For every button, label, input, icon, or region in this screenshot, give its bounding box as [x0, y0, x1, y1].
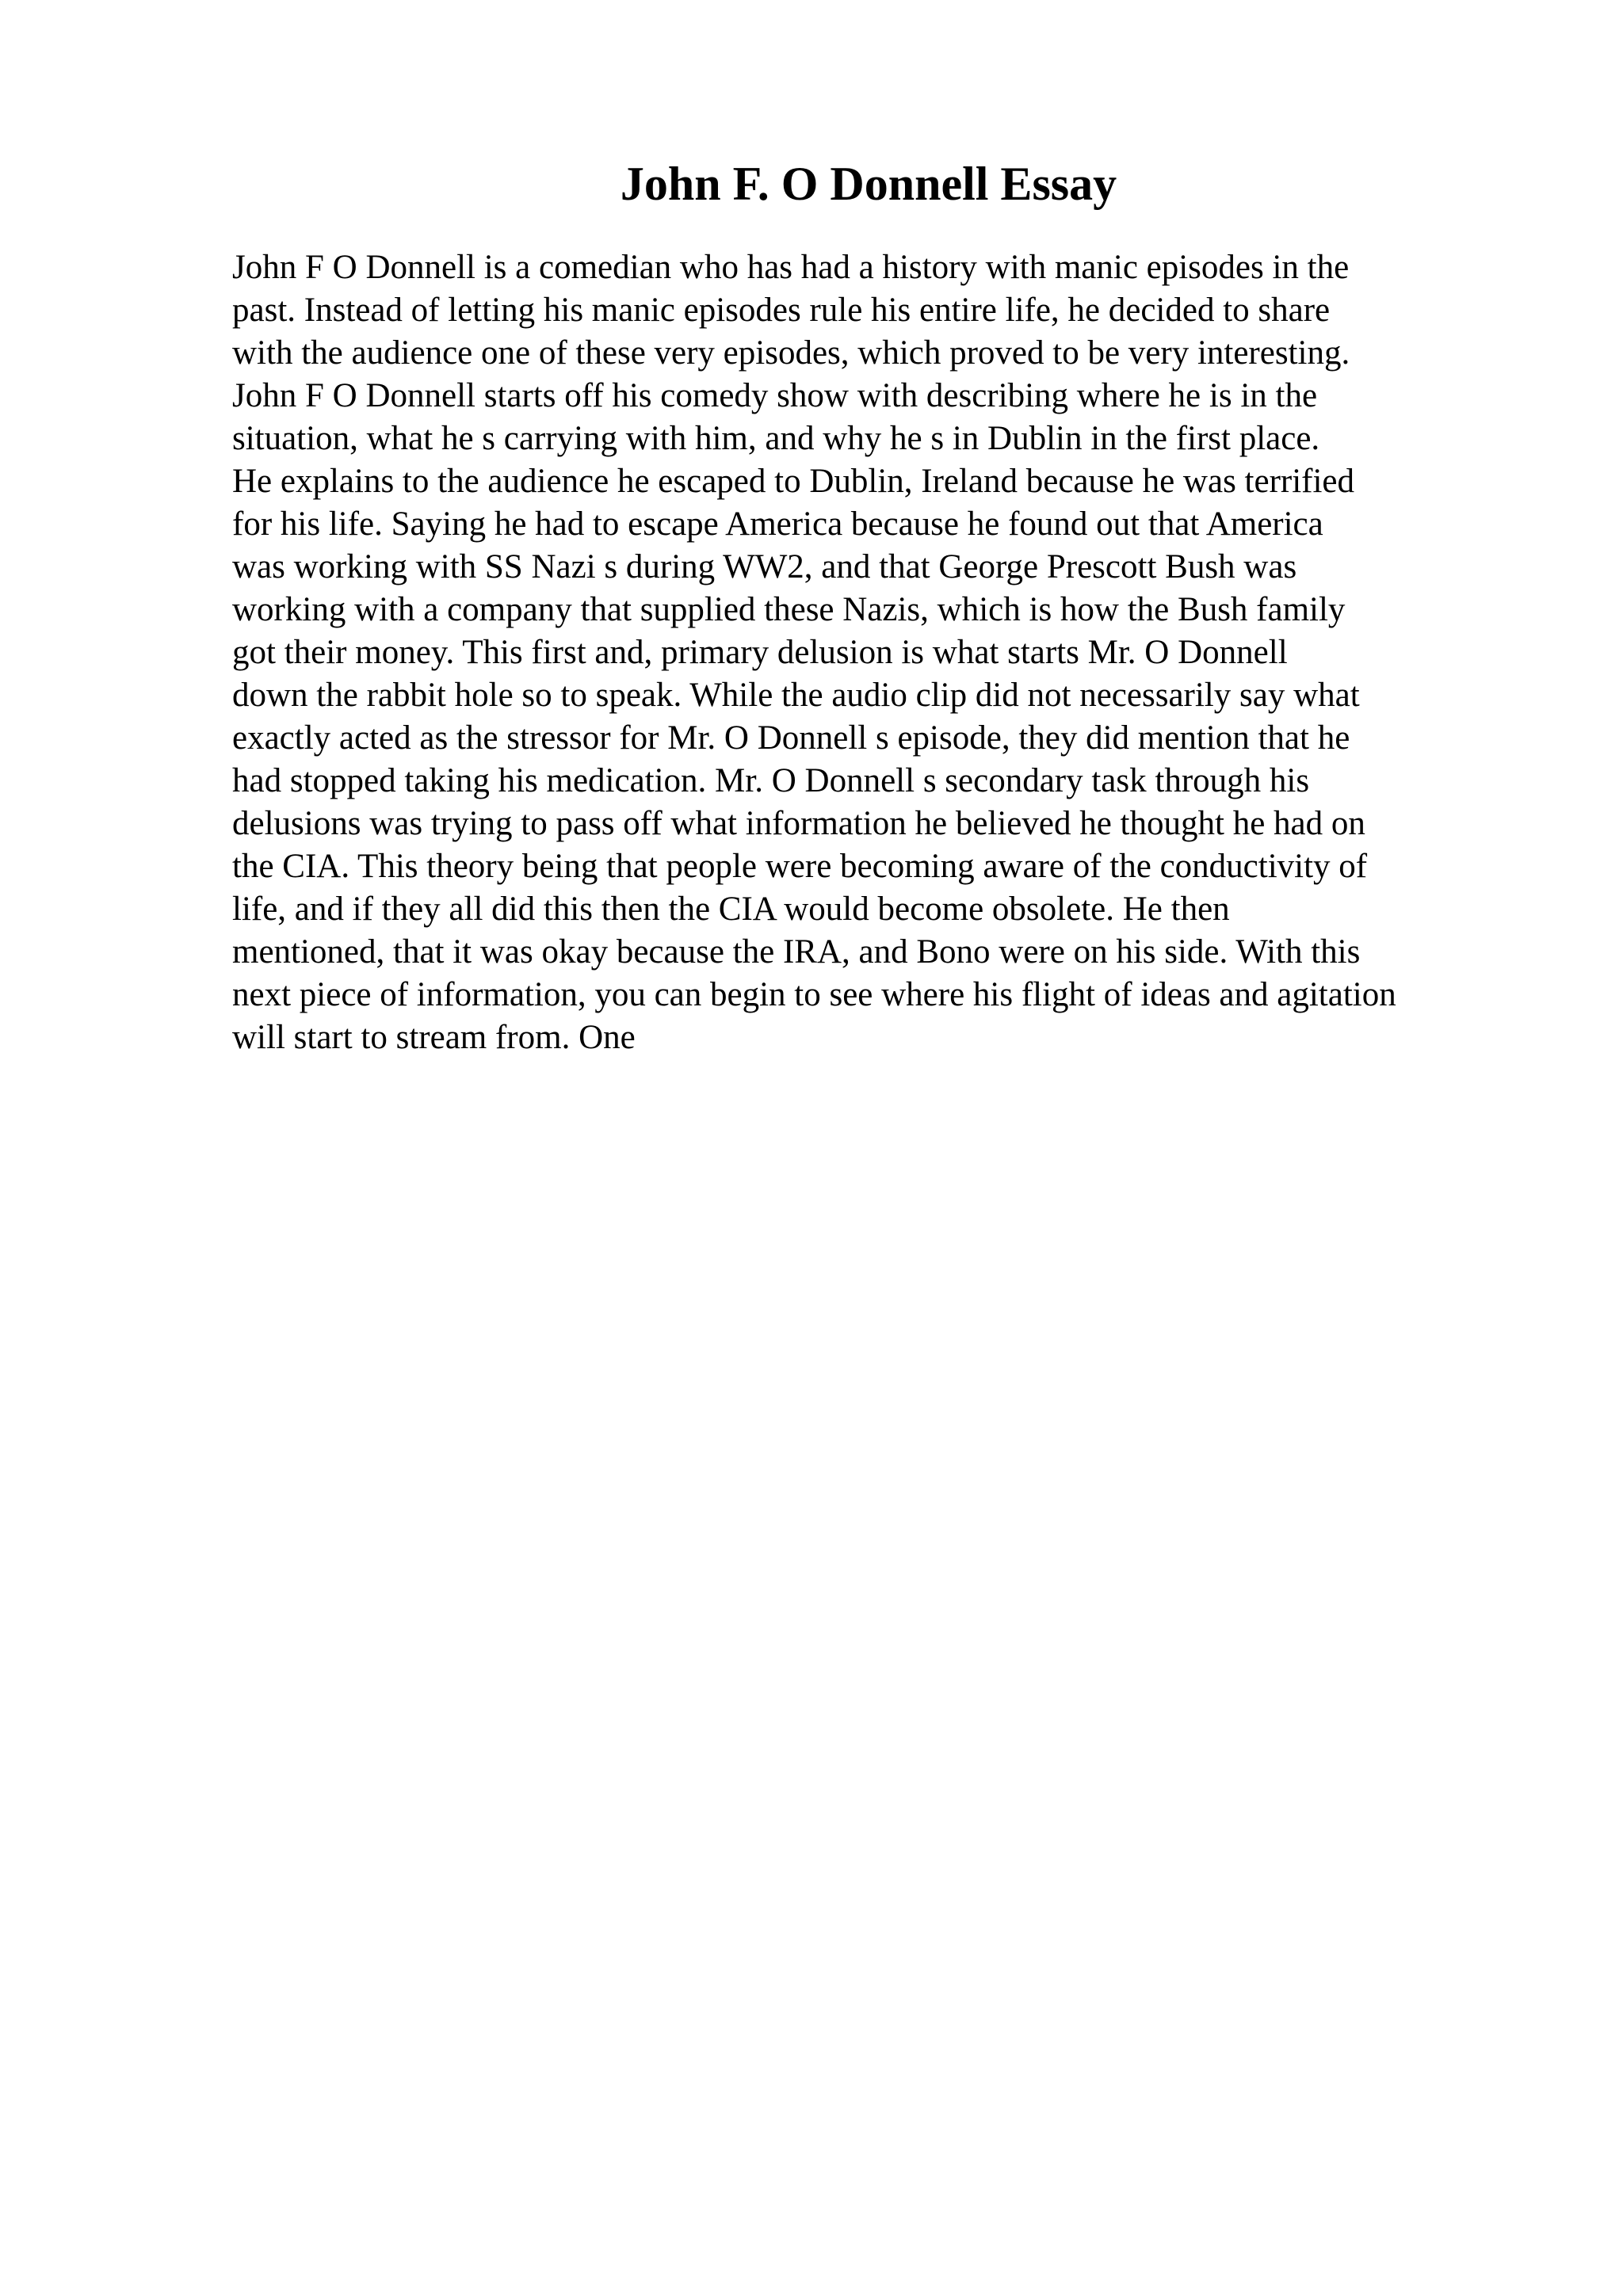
essay-line: for his life. Saying he had to escape America because he found out that America [232, 505, 1323, 543]
essay-title: John F. O Donnell Essay [620, 158, 1117, 210]
essay-line: was working with SS Nazi s during WW2, and that George Prescott Bush was [232, 548, 1297, 585]
essay-line: delusions was trying to pass off what information he believed he thought he had on [232, 805, 1365, 842]
essay-line: exactly acted as the stressor for Mr. O Donnell s episode, they did mention that he [232, 719, 1350, 757]
essay-body [232, 246, 1516, 1059]
essay-line: with the audience one of these very episodes, which proved to be very interesting. [232, 334, 1350, 372]
essay-line: situation, what he s carrying with him, and why he s in Dublin in the first place. [232, 420, 1320, 457]
essay-line: had stopped taking his medication. Mr. O Donnell s secondary task through his [232, 762, 1310, 799]
essay-line: life, and if they all did this then the CIA would become obsolete. He then [232, 891, 1230, 928]
essay-line: down the rabbit hole so to speak. While the audio clip did not necessarily say what [232, 677, 1360, 714]
essay-line: the CIA. This theory being that people were becoming aware of the conductivity of [232, 848, 1368, 885]
essay-line: got their money. This first and, primary delusion is what starts Mr. O Donnell [232, 634, 1288, 671]
essay-line: He explains to the audience he escaped to Dublin, Ireland because he was terrified [232, 463, 1355, 500]
essay-line: will start to stream from. One [232, 1019, 636, 1056]
essay-line: working with a company that supplied these Nazis, which is how the Bush family [232, 591, 1346, 628]
essay-line: John F O Donnell starts off his comedy show with describing where he is in the [232, 377, 1318, 414]
essay-line: next piece of information, you can begin to see where his flight of ideas and agitation [232, 976, 1396, 1013]
essay-line: past. Instead of letting his manic episodes rule his entire life, he decided to share [232, 292, 1331, 329]
essay-line: mentioned, that it was okay because the IRA, and Bono were on his side. With this [232, 933, 1361, 971]
essay-line: John F O Donnell is a comedian who has had a history with manic episodes in the [232, 249, 1350, 286]
